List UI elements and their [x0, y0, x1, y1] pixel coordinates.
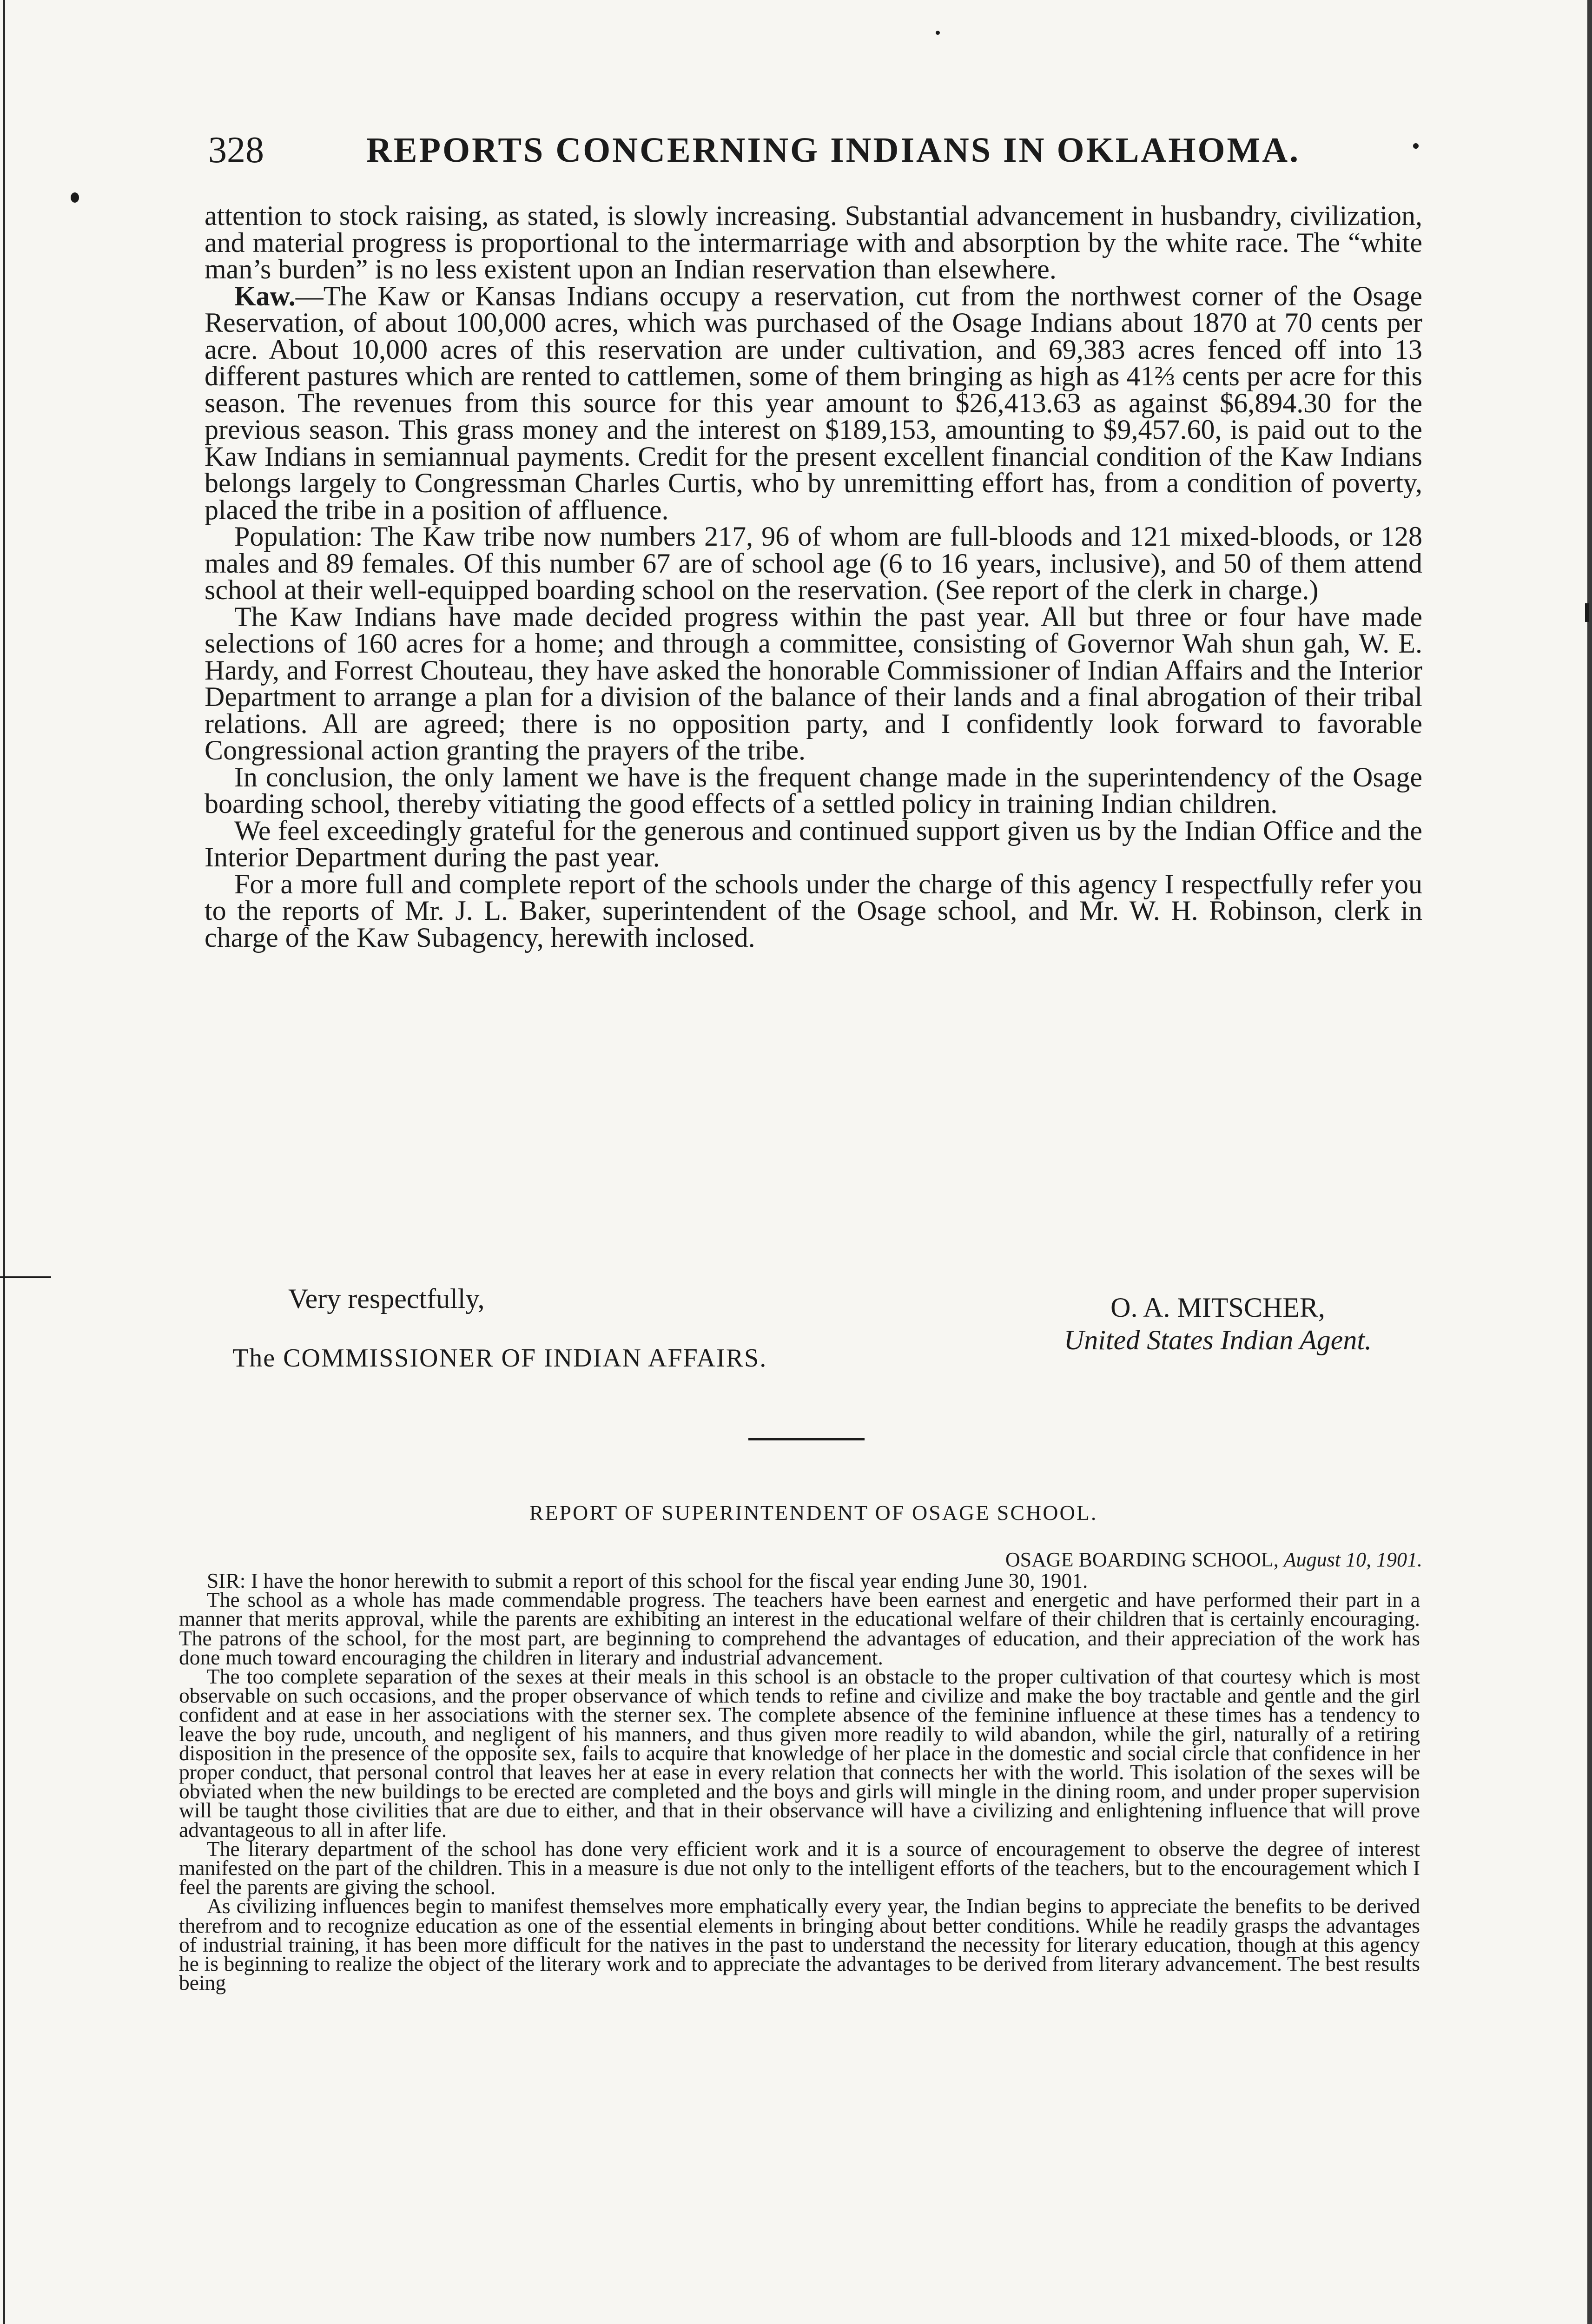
margin-mark	[1585, 603, 1589, 622]
letter-paragraph: attention to stock raising, as stated, is slowly increasing. Substantial advancement in husbandry, civilization, and material progress is proportional to the intermarriage with and absorption by the white race. The “white man’s burden” is no less existent upon an Indian reservation than elsewhere.	[205, 200, 1422, 284]
report-paragraph: The school as a whole has made commendable progress. The teachers have been earnest and energetic and have performed their part in a manner that merits approval, while the parents are exhibiting an interest in the educational welfare of their children that is certainly encouraging. The patrons of the school, for the most part, are beginning to comprehend the advantages of education, and their appreciation of the work has done much toward encouraging the children in literary and industrial advancement.	[179, 1588, 1420, 1669]
specks	[1413, 143, 1419, 149]
kaw-text: The Kaw or Kansas Indians occupy a reservation, cut from the northwest corner of the Osage Reservation, of about 100,000 acres, which was purchased of the Osage Indians about 1870 at 70 cents per acre. About 10,000 acres of this reservation are under cultivation, and 69,383 acres fenced off into 13 different pastures which are rented to cattlemen, some of them bringing as high as 41⅔ cents per acre for this season. The revenues from this source for this year amount to $26,413.63 as against $6,894.30 for the previous season. This grass money and the interest on $189,153, amounting to $9,457.60, is paid out to the Kaw Indians in semiannual payments. Credit for the present excellent financial condition of the Kaw Indians belongs largely to Congressman Charles Curtis, who by unremitting effort has, from a condition of poverty, placed the tribe in a position of affluence.	[205, 280, 1422, 525]
kaw-dash: —	[295, 280, 324, 311]
signer-title: United States Indian Agent.	[1064, 1325, 1372, 1355]
section-divider	[748, 1438, 865, 1440]
report-paragraph: The too complete separation of the sexes at their meals in this school is an obstacle to the proper cultivation of that courtesy which is most observable on such occasions, and the proper observance of which tends to refine and civilize and make the boy tractable and gentle and the girl confident and at ease in her associations with the sterner sex. The complete absence of the feminine influence at these times has a tendency to leave the boy rude, uncouth, and negligent of his manners, and thus given more readily to wild abandon, while the girl, naturally of a retiring disposition in the presence of the opposite sex, fails to acquire that knowledge of her place in the domestic and social circle that confidence in her proper conduct, that personal control that leaves her at ease in every relation that connects her with the world. This isolation of the sexes will be obviated when the new buildings to be erected are completed and the boys and girls will mingle in the dining room, and under proper supervision will be taught those civilities that are due to either, and that in their observance will have a civilizing and enlightening influence that will prove advantageous to all in after life.	[179, 1664, 1420, 1842]
signature-block	[1013, 1292, 1422, 1355]
letter-body	[205, 200, 1422, 953]
margin-mark	[0, 1276, 51, 1278]
signer-name: O. A. MITSCHER,	[1110, 1292, 1325, 1323]
page-edge-left	[3, 0, 5, 2324]
report-title: REPORT OF SUPERINTENDENT OF OSAGE SCHOOL.	[529, 1501, 1098, 1525]
letter-paragraph: For a more full and complete report of the schools under the charge of this agency I respectfully refer you to the reports of Mr. J. L. Baker, superintendent of the Osage school, and Mr. W. H. Robinson, clerk in charge of the Kaw Subagency, herewith inclosed.	[205, 868, 1422, 953]
closing: Very respectfully,	[288, 1283, 485, 1314]
page-number: 328	[208, 130, 264, 171]
addressee: The COMMISSIONER OF INDIAN AFFAIRS.	[232, 1344, 767, 1373]
dateline-date: August 10, 1901.	[1283, 1548, 1422, 1571]
report-dateline	[874, 1548, 1422, 1571]
letter-paragraph: The Kaw Indians have made decided progress within the past year. All but three or four have made selections of 160 acres for a home; and through a committee, consisting of Governor Wah shun gah, W. E. Hardy, and Forrest Chouteau, they have asked the honorable Commissioner of Indian Affairs and the Interior Department to arrange a plan for a division of the balance of their lands and a final abrogation of their tribal relations. All are agreed; there is no opposition party, and I confidently look forward to favorable Congressional action granting the prayers of the tribe.	[205, 601, 1422, 766]
running-head: REPORTS CONCERNING INDIANS IN OKLAHOMA.	[366, 131, 1301, 170]
specks	[71, 192, 79, 203]
dateline-place: OSAGE BOARDING SCHOOL,	[1005, 1548, 1279, 1571]
report-paragraph: SIR: I have the honor herewith to submit a report of this school for the fiscal year ending June 30, 1901.	[207, 1569, 1088, 1592]
letter-paragraph: Population: The Kaw tribe now numbers 217, 96 of whom are full-bloods and 121 mixed-bloods, or 128 males and 89 females. Of this number 67 are of school age (6 to 16 years, inclusive), and 50 of them attend school at their well-equipped boarding school on the reservation. (See report of the clerk in charge.)	[205, 521, 1422, 605]
letter-paragraph: In conclusion, the only lament we have is the frequent change made in the superintendency of the Osage boarding school, thereby vitiating the good effects of a settled policy in training Indian children.	[205, 761, 1422, 819]
letter-paragraph-kaw	[205, 280, 1422, 525]
report-body	[179, 1569, 1420, 1995]
report-paragraph: The literary department of the school has done very efficient work and it is a source of encouragement to observe the degree of interest manifested on the part of the children. This in a measure is due not only to the intelligent efforts of the teachers, but to the encouragement which I feel the parents are giving the school.	[179, 1836, 1420, 1899]
specks	[936, 31, 940, 35]
letter-paragraph: We feel exceedingly grateful for the generous and continued support given us by the Indian Office and the Interior Department during the past year.	[205, 815, 1422, 872]
page-header	[208, 125, 1500, 176]
page-edge-right	[1587, 0, 1592, 2324]
report-paragraph: As civilizing influences begin to manifest themselves more emphatically every year, the Indian begins to appreciate the benefits to be derived therefrom and to recognize education as one of the essential elements in bringing about better conditions. While he readily grasps the advantages of industrial training, it has been more difficult for the natives in the past to understand the necessity for literary education, though at this agency he is beginning to realize the object of the literary work and to appreciate the advantages to be derived from literary advancement. The best results being	[179, 1894, 1420, 1995]
kaw-heading: Kaw.	[234, 280, 296, 311]
